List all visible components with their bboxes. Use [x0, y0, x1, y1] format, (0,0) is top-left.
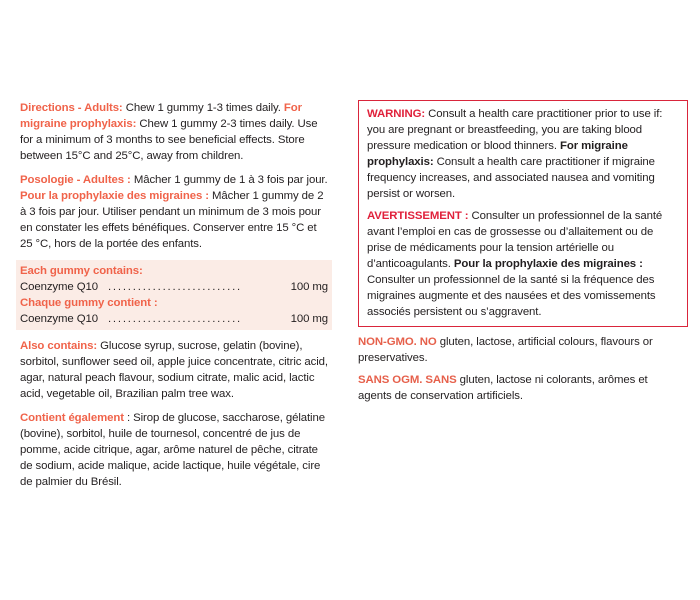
contains-en-heading: Each gummy contains:: [20, 265, 143, 277]
nutrient-amount: 100 mg: [290, 313, 328, 325]
warning-box: [358, 100, 688, 327]
free-from-fr-text: gluten, lactose ni colorants, arômes et agents de conservation artificiels.: [358, 374, 648, 402]
directions-en-text: Chew 1 gummy 1-3 times daily.: [122, 102, 284, 114]
migraine-en-label: For migraine prophylaxis:: [20, 102, 302, 130]
warning-en-label: WARNING:: [367, 108, 426, 120]
directions-fr-label: Posologie - Adultes :: [20, 174, 131, 186]
warning-en-migraine-label: For migraine prophylaxis:: [367, 140, 628, 168]
nutrient-name: Coenzyme Q10: [20, 281, 98, 293]
left-column: [20, 100, 332, 498]
migraine-en-text: Chew 1 gummy 2-3 times daily. Use for a minimum of 3 months to see beneficial effects. Store between 15°C and 25°C, away from children.: [20, 118, 318, 162]
also-contains-en-text: Glucose syrup, sucrose, gelatin (bovine), sorbitol, sunflower seed oil, apple juice concentrate, citric acid, agar, natural peach flavour, sodium citrate, malic acid, lactic acid, vegetable oil, Brazilian palm tree wax.: [20, 340, 328, 400]
warning-en-text: Consult a health care practitioner prior to use if: you are pregnant or breastfeeding, you are taking blood pressure medication or blood thinners.: [367, 108, 663, 152]
nutrient-row-en: [20, 279, 328, 295]
warning-fr: [367, 208, 679, 320]
free-from-en-label: NON-GMO. NO: [358, 336, 437, 348]
right-column: [358, 100, 684, 410]
contains-box: [16, 260, 332, 330]
warning-fr-migraine-text: Consulter un professionnel de la santé si la fréquence des migraines augmente et des nausées et des vomissements associés persistent ou s’aggravent.: [367, 274, 656, 318]
nutrient-row-fr: [20, 311, 328, 327]
contains-fr-heading: Chaque gummy contient :: [20, 297, 158, 309]
free-from-fr: [358, 372, 684, 404]
also-contains-en-label: Also contains:: [20, 340, 98, 352]
free-from-en-text: gluten, lactose, artificial colours, flavours or preservatives.: [358, 336, 653, 364]
also-contains-fr: [20, 410, 332, 490]
free-from-block: [358, 334, 684, 404]
warning-fr-label: AVERTISSEMENT :: [367, 210, 469, 222]
free-from-fr-label: SANS OGM. SANS: [358, 374, 457, 386]
leader-dots: ...........................: [107, 313, 242, 325]
leader-dots: ...........................: [107, 281, 242, 293]
migraine-fr-label: Pour la prophylaxie des migraines :: [20, 190, 209, 202]
also-contains-fr-label: Contient également: [20, 412, 124, 424]
warning-fr-migraine-label: Pour la prophylaxie des migraines :: [453, 258, 643, 270]
directions-en: [20, 100, 332, 164]
free-from-en: [358, 334, 684, 366]
migraine-fr-text: Mâcher 1 gummy de 2 à 3 fois par jour. Utiliser pendant un minimum de 3 mois pour en constater les effets bénéfiques. Conserver entre 15 °C et 25 °C, hors de la portée des enfants.: [20, 190, 324, 250]
directions-en-label: Directions - Adults:: [20, 102, 123, 114]
nutrient-name: Coenzyme Q10: [20, 313, 98, 325]
also-contains-en: [20, 338, 332, 402]
warning-en: [367, 106, 679, 202]
also-contains-fr-text: : Sirop de glucose, saccharose, gélatine (bovine), sorbitol, huile de tournesol, concentré de jus de pomme, acide citrique, agar, arôme naturel de pêche, citrate de sodium, acide malique, acide lactique, huile végétale, cire de palmier du Brésil.: [20, 412, 325, 488]
directions-fr: [20, 172, 332, 252]
directions-fr-text: Mâcher 1 gummy de 1 à 3 fois par jour.: [130, 174, 328, 186]
warning-en-migraine-text: Consult a health care practitioner if migraine frequency increases, and associated nausea and vomiting persist or worsen.: [367, 156, 655, 200]
nutrient-amount: 100 mg: [290, 281, 328, 293]
warning-fr-text: Consulter un professionnel de la santé avant l’emploi en cas de grossesse ou d’allaitement ou de prise de médicaments pour la tension artérielle ou d’anticoagulants.: [367, 210, 663, 270]
